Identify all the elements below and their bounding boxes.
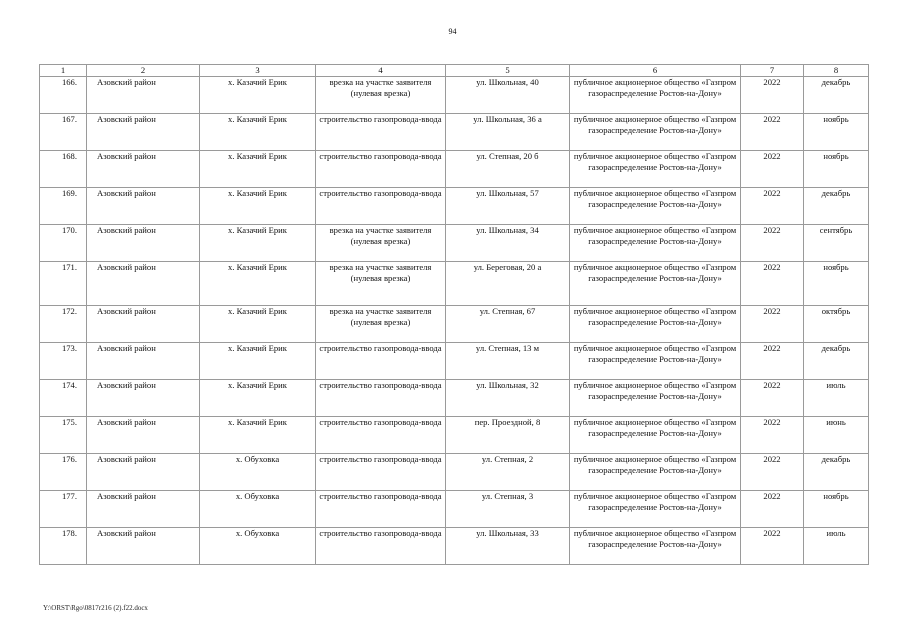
district-cell: Азовский район	[87, 306, 200, 343]
column-header: 4	[316, 65, 446, 77]
organization-cell: публичное акционерное общество «Газпром газораспределение Ростов-на-Дону»	[570, 454, 741, 491]
year-cell: 2022	[741, 380, 804, 417]
work-type-cell: строительство газопровода-ввода	[316, 417, 446, 454]
year-cell: 2022	[741, 528, 804, 565]
organization-cell: публичное акционерное общество «Газпром газораспределение Ростов-на-Дону»	[570, 417, 741, 454]
month-cell: ноябрь	[804, 114, 869, 151]
address-cell: ул. Школьная, 34	[446, 225, 570, 262]
locality-cell: х. Казачий Ерик	[200, 417, 316, 454]
district-cell: Азовский район	[87, 528, 200, 565]
table-row	[40, 77, 869, 114]
locality-cell: х. Казачий Ерик	[200, 225, 316, 262]
year-cell: 2022	[741, 306, 804, 343]
month-cell: сентябрь	[804, 225, 869, 262]
address-cell: ул. Школьная, 32	[446, 380, 570, 417]
organization-cell: публичное акционерное общество «Газпром газораспределение Ростов-на-Дону»	[570, 225, 741, 262]
row-number: 175.	[40, 417, 87, 454]
year-cell: 2022	[741, 417, 804, 454]
table-row	[40, 417, 869, 454]
year-cell: 2022	[741, 114, 804, 151]
address-cell: пер. Проездной, 8	[446, 417, 570, 454]
row-number: 177.	[40, 491, 87, 528]
locality-cell: х. Казачий Ерик	[200, 151, 316, 188]
organization-cell: публичное акционерное общество «Газпром газораспределение Ростов-на-Дону»	[570, 343, 741, 380]
district-cell: Азовский район	[87, 225, 200, 262]
month-cell: декабрь	[804, 77, 869, 114]
year-cell: 2022	[741, 151, 804, 188]
table-row	[40, 151, 869, 188]
work-type-cell: строительство газопровода-ввода	[316, 114, 446, 151]
work-type-cell: строительство газопровода-ввода	[316, 151, 446, 188]
organization-cell: публичное акционерное общество «Газпром газораспределение Ростов-на-Дону»	[570, 380, 741, 417]
district-cell: Азовский район	[87, 380, 200, 417]
table-row	[40, 225, 869, 262]
column-header: 3	[200, 65, 316, 77]
table-row	[40, 343, 869, 380]
address-cell: ул. Школьная, 36 а	[446, 114, 570, 151]
address-cell: ул. Степная, 3	[446, 491, 570, 528]
table-row	[40, 114, 869, 151]
locality-cell: х. Казачий Ерик	[200, 188, 316, 225]
district-cell: Азовский район	[87, 114, 200, 151]
organization-cell: публичное акционерное общество «Газпром газораспределение Ростов-на-Дону»	[570, 491, 741, 528]
column-header: 1	[40, 65, 87, 77]
work-type-cell: строительство газопровода-ввода	[316, 380, 446, 417]
district-cell: Азовский район	[87, 417, 200, 454]
district-cell: Азовский район	[87, 343, 200, 380]
row-number: 176.	[40, 454, 87, 491]
year-cell: 2022	[741, 77, 804, 114]
locality-cell: х. Обуховка	[200, 491, 316, 528]
column-header: 6	[570, 65, 741, 77]
page-number: 94	[448, 27, 457, 36]
locality-cell: х. Казачий Ерик	[200, 114, 316, 151]
district-cell: Азовский район	[87, 454, 200, 491]
address-cell: ул. Степная, 2	[446, 454, 570, 491]
month-cell: октябрь	[804, 306, 869, 343]
locality-cell: х. Казачий Ерик	[200, 262, 316, 306]
file-path-footer: Y:\ORST\Rgo\0817r216 (2).f22.docx	[43, 604, 148, 612]
row-number: 178.	[40, 528, 87, 565]
month-cell: июль	[804, 528, 869, 565]
work-type-cell: врезка на участке заявителя (нулевая врезка)	[316, 77, 446, 114]
month-cell: декабрь	[804, 188, 869, 225]
address-cell: ул. Степная, 67	[446, 306, 570, 343]
district-cell: Азовский район	[87, 262, 200, 306]
organization-cell: публичное акционерное общество «Газпром газораспределение Ростов-на-Дону»	[570, 114, 741, 151]
column-header: 5	[446, 65, 570, 77]
organization-cell: публичное акционерное общество «Газпром газораспределение Ростов-на-Дону»	[570, 77, 741, 114]
work-type-cell: врезка на участке заявителя (нулевая врезка)	[316, 262, 446, 306]
column-number-row	[40, 65, 869, 77]
work-type-cell: врезка на участке заявителя (нулевая врезка)	[316, 225, 446, 262]
address-cell: ул. Школьная, 40	[446, 77, 570, 114]
organization-cell: публичное акционерное общество «Газпром газораспределение Ростов-на-Дону»	[570, 262, 741, 306]
organization-cell: публичное акционерное общество «Газпром газораспределение Ростов-на-Дону»	[570, 188, 741, 225]
organization-cell: публичное акционерное общество «Газпром газораспределение Ростов-на-Дону»	[570, 528, 741, 565]
work-type-cell: строительство газопровода-ввода	[316, 343, 446, 380]
organization-cell: публичное акционерное общество «Газпром газораспределение Ростов-на-Дону»	[570, 151, 741, 188]
district-cell: Азовский район	[87, 151, 200, 188]
work-type-cell: строительство газопровода-ввода	[316, 528, 446, 565]
address-cell: ул. Степная, 20 б	[446, 151, 570, 188]
year-cell: 2022	[741, 454, 804, 491]
month-cell: ноябрь	[804, 151, 869, 188]
address-cell: ул. Школьная, 33	[446, 528, 570, 565]
row-number: 168.	[40, 151, 87, 188]
district-cell: Азовский район	[87, 188, 200, 225]
address-cell: ул. Степная, 13 м	[446, 343, 570, 380]
organization-cell: публичное акционерное общество «Газпром газораспределение Ростов-на-Дону»	[570, 306, 741, 343]
row-number: 166.	[40, 77, 87, 114]
year-cell: 2022	[741, 343, 804, 380]
table-row	[40, 454, 869, 491]
column-header: 8	[804, 65, 869, 77]
locality-cell: х. Обуховка	[200, 454, 316, 491]
locality-cell: х. Казачий Ерик	[200, 380, 316, 417]
table-row	[40, 188, 869, 225]
table-row	[40, 491, 869, 528]
row-number: 167.	[40, 114, 87, 151]
row-number: 173.	[40, 343, 87, 380]
schedule-table	[39, 64, 869, 565]
address-cell: ул. Школьная, 57	[446, 188, 570, 225]
month-cell: декабрь	[804, 343, 869, 380]
month-cell: июнь	[804, 417, 869, 454]
work-type-cell: врезка на участке заявителя (нулевая врезка)	[316, 306, 446, 343]
row-number: 172.	[40, 306, 87, 343]
work-type-cell: строительство газопровода-ввода	[316, 491, 446, 528]
table-row	[40, 306, 869, 343]
month-cell: ноябрь	[804, 262, 869, 306]
locality-cell: х. Казачий Ерик	[200, 306, 316, 343]
year-cell: 2022	[741, 225, 804, 262]
locality-cell: х. Казачий Ерик	[200, 343, 316, 380]
district-cell: Азовский район	[87, 77, 200, 114]
year-cell: 2022	[741, 262, 804, 306]
year-cell: 2022	[741, 491, 804, 528]
locality-cell: х. Обуховка	[200, 528, 316, 565]
month-cell: июль	[804, 380, 869, 417]
table-row	[40, 528, 869, 565]
row-number: 174.	[40, 380, 87, 417]
work-type-cell: строительство газопровода-ввода	[316, 188, 446, 225]
table-row	[40, 380, 869, 417]
month-cell: ноябрь	[804, 491, 869, 528]
district-cell: Азовский район	[87, 491, 200, 528]
locality-cell: х. Казачий Ерик	[200, 77, 316, 114]
row-number: 169.	[40, 188, 87, 225]
column-header: 2	[87, 65, 200, 77]
year-cell: 2022	[741, 188, 804, 225]
work-type-cell: строительство газопровода-ввода	[316, 454, 446, 491]
address-cell: ул. Береговая, 20 а	[446, 262, 570, 306]
row-number: 171.	[40, 262, 87, 306]
row-number: 170.	[40, 225, 87, 262]
column-header: 7	[741, 65, 804, 77]
month-cell: декабрь	[804, 454, 869, 491]
table-row	[40, 262, 869, 306]
